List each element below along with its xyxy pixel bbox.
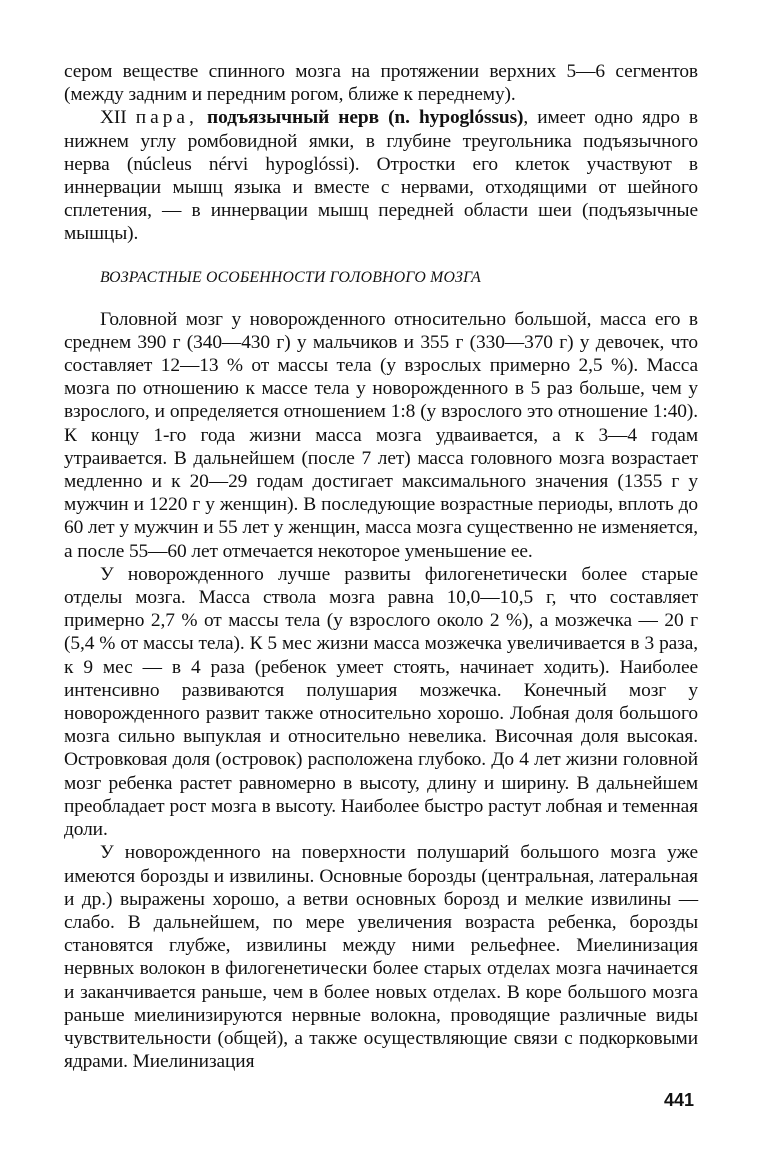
pair-number: XII xyxy=(100,107,136,129)
nerve-description: , имеет одно ядро в нижнем углу ромбовидной ямки, в глубине треугольника подъязычного нерва (núcleus nérvi hypoglóssi). Отростки его клеток участвуют в иннервации мышц языка и вместе с нервами, отходящими от шейного сплетения, — в иннервации мышц передней области шеи (подъязычные мышцы). xyxy=(64,107,698,245)
page-body xyxy=(64,60,698,1073)
paragraph-brain-mass: Головной мозг у новорожденного относительно большой, масса его в среднем 390 г (340—430 г) у мальчиков и 355 г (330—370 г) у девочек, что составляет 12—13 % от массы тела (у взрослых примерно 2,5 %). Масса мозга по отношению к массе тела у новорожденного в 5 раз больше, чем у взрослого, и определяется отношением 1:8 (у взрослого это отношение 1:40). К концу 1-го года жизни масса мозга удваивается, а к 3—4 годам утраивается. В дальнейшем (после 7 лет) масса головного мозга возрастает медленно и к 20—29 годам достигает максимального значения (1355 г у мужчин и 1220 г у женщин). В последующие возрастные периоды, вплоть до 60 лет у мужчин и 55 лет у женщин, масса мозга существенно не изменяется, а после 55—60 лет отмечается некоторое уменьшение ее. xyxy=(64,308,698,562)
paragraph-hypoglossal-nerve xyxy=(64,106,698,245)
pair-word: пара, xyxy=(135,107,198,129)
section-heading: ВОЗРАСТНЫЕ ОСОБЕННОСТИ ГОЛОВНОГО МОЗГА xyxy=(100,268,481,286)
paragraph-sulci-myelination: У новорожденного на поверхности полушарий большого мозга уже имеются борозды и извилины. Основные борозды (центральная, латеральная и др.) выражены хорошо, а ветви основных борозд и мелкие извилины — слабо. В дальнейшем, по мере увеличения возраста ребенка, борозды становятся глубже, извилины между ними рельефнее. Миелинизация нервных волокон в филогенетически более старых отделах мозга начинается и заканчивается раньше, чем в более новых отделах. В коре большого мозга раньше миелинизируются нервные волокна, проводящие различные виды чувствительности (общей), а также осуществляющие связи с подкорковыми ядрами. Миелинизация xyxy=(64,842,698,1073)
page-number: 441 xyxy=(663,1090,694,1110)
paragraph-phylogenetic-parts: У новорожденного лучше развиты филогенетически более старые отделы мозга. Масса ствола мозга равна 10,0—10,5 г, что составляет примерно 2,7 % от массы тела (у взрослого около 2 %), а мозжечка — 20 г (5,4 % от массы тела). К 5 мес жизни масса мозжечка увеличивается в 3 раза, к 9 мес — в 4 раза (ребенок умеет стоять, начинает ходить). Наиболее интенсивно развиваются полушария мозжечка. Конечный мозг у новорожденного развит также относительно хорошо. Лобная доля большого мозга сильно выпуклая и относительно невелика. Височная доля высокая. Островковая доля (островок) расположена глубоко. До 4 лет жизни головной мозг ребенка растет равномерно в высоту, длину и ширину. В дальнейшем преобладает рост мозга в высоту. Наиболее быстро растут лобная и теменная доли. xyxy=(64,563,698,841)
nerve-term: подъязычный нерв (n. hypoglóssus) xyxy=(207,107,524,129)
gap xyxy=(198,107,207,128)
paragraph-continuation: сером веществе спинного мозга на протяжении верхних 5—6 сегментов (между задним и передним рогом, ближе к переднему). xyxy=(64,61,698,106)
